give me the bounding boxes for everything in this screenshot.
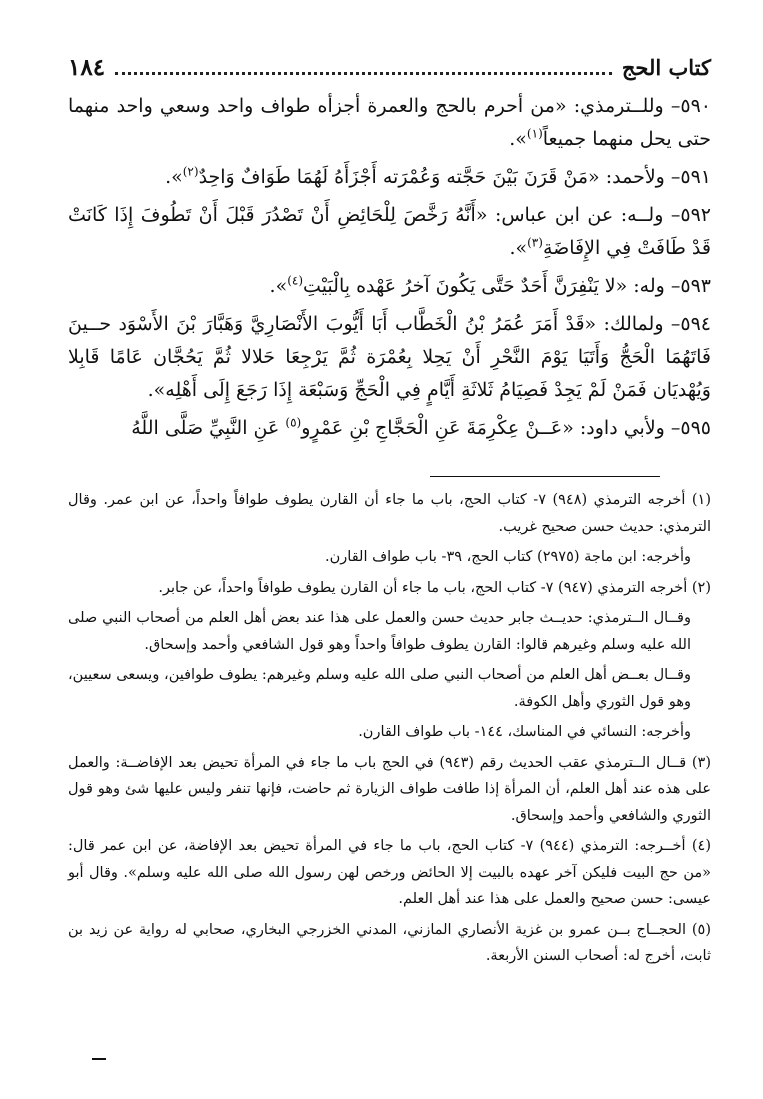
hadith-591	[68, 161, 711, 194]
chapter-title: كتاب الحج	[621, 54, 711, 80]
footnote-2: (٢) أخرجه الترمذي (٩٤٧) ٧- كتاب الحج، باب ما جاء أن القارن يطوف طوافاً واحداً، عن جابر.	[158, 579, 711, 596]
hadith-number: ٥٩٠	[680, 95, 711, 117]
hadith-tail: ».	[147, 379, 166, 401]
hadith-number: ٥٩٣	[680, 275, 711, 297]
footnote-ref: (٤)	[287, 273, 304, 288]
footnote-2-cont-a: وقــال الــترمذي: حديــث جابر حديث حسن والعمل على هذا عند بعض أهل العلم من أصحاب النبي صلى الله عليه وسلم وغيرهم قالوا: القارن يطوف طوافاً واحداً وهو قول الشافعي وأحمد وإسحاق.	[68, 610, 691, 653]
page-number: ١٨٤	[68, 53, 106, 81]
hadith-text: – ولــه: عن ابن عباس: «أَنَّهُ رَخَّصَ لِلْحَائِضِ أَنْ تَصْدُرَ قَبْلَ أَنْ تَطُوفَ إِذَا كَانَتْ قَدْ طَافَتْ فِي الإِفَاضَةِ	[68, 204, 711, 259]
hadith-number: ٥٩٥	[680, 417, 711, 439]
footnote-ref: (٣)	[527, 235, 543, 250]
footnote-separator	[430, 476, 660, 477]
footnote-4: (٤) أخــرجه: الترمذي (٩٤٤) ٧- كتاب الحج، باب ما جاء في المرأة تحيض بعد الإفاضة، عن ابن عمر قال: «من حج البيت فليكن آخر عهده بالبيت إلا الحائض ورخص لهن رسول الله صلى الله عليه وسلم». وقال أبو عيسى: حسن صحيح والعمل على هذا عند أهل العلم.	[68, 838, 711, 907]
hadith-number: ٥٩٤	[680, 313, 711, 335]
hadith-593	[68, 270, 711, 303]
hadith-text: – ولمالك: «قَدْ أَمَرَ عُمَرُ بْنُ الْخَطَّاب أَبَا أَيُّوبَ الأَنْصَارِيَّ وَهَبَّارَ بْنَ الأَسْوَد حــينَ فَاتَهُمَا الْحَجُّ وَأَتَيَا يَوْمَ النَّحْرِ أَنْ يَحِلا بِعُمْرَة ثُمَّ يَرْجِعَا حَلالا ثُمَّ يَحُجَّان عَامًا قَابِلا وَيُهْديَان فَمَنْ لَمْ يَجِدْ فَصِيَامُ ثَلاثَةِ أَيَّامٍ فِي الْحَجِّ وَسَبْعَة إِذَا رَجَعَ إِلَى أَهْلِه	[68, 313, 711, 401]
hadith-594	[68, 308, 711, 407]
footnote-2-cont-c: وأخرجه: النسائي في المناسك، ١٤٤- باب طواف القارن.	[358, 724, 691, 740]
footnote-ref: (٢)	[182, 164, 199, 179]
hadith-text: – ولأحمد: «مَنْ قَرَنَ بَيْنَ حَجَّته وَعُمْرَته أَجْزَأَهُ لَهُمَا طَوَافٌ وَاحِدٌ	[198, 166, 681, 188]
hadith-number: ٥٩١	[680, 166, 711, 188]
footnotes	[68, 487, 711, 974]
hadith-592	[68, 199, 711, 265]
footnote-1-cont: وأخرجه: ابن ماجة (٢٩٧٥) كتاب الحج، ٣٩- باب طواف القارن.	[325, 549, 691, 565]
footnote-ref: (٥)	[285, 415, 302, 430]
hadith-number: ٥٩٢	[680, 204, 711, 226]
footnote-5: (٥) الحجــاج بــن عمرو بن غزية الأنصاري المازني، المدني الخزرجي البخاري، صحابي له رواية عن زيد بن ثابت، أخرج له: أصحاب السنن الأربعة.	[68, 921, 711, 964]
footnote-ref: (١)	[526, 126, 543, 141]
footnote-3: (٣) قــال الــترمذي عقب الحديث رقم (٩٤٣) في الحج باب ما جاء في المرأة تحيض بعد الإفاضــة: والعمل على هذه عند أهل العلم، أن المرأة إذا طافت طواف الزيارة ثم حاضت، فإنها تنفر وليس عليها شئ وهو قول الثوري والشافعي وأحمد وإسحاق.	[68, 754, 711, 824]
hadith-590	[68, 90, 711, 156]
running-header	[68, 48, 711, 86]
hadith-text: – ولأبي داود: «عَــنْ عِكْرِمَةَ عَنِ الْحَجَّاجِ بْنِ عَمْرٍو	[301, 417, 681, 439]
hadith-tail: ».	[165, 166, 183, 188]
continuation-mark	[92, 1058, 106, 1060]
hadith-tail: ».	[509, 237, 528, 259]
hadith-595	[68, 412, 711, 445]
hadith-tail: ».	[509, 128, 527, 150]
leader-dots	[115, 72, 612, 75]
footnote-2-cont-b: وقــال بعــض أهل العلم من أصحاب النبي صلى الله عليه وسلم وغيرهم: يطوف طوافين، ويسعى سعيين، وهو قول الثوري وأهل الكوفة.	[68, 667, 691, 710]
main-text	[68, 90, 711, 450]
hadith-tail: ».	[269, 275, 288, 297]
footnote-1: (١) أخرجه الترمذي (٩٤٨) ٧- كتاب الحج، باب ما جاء أن القارن يطوف طوافاً واحداً، عن ابن عمر. وقال الترمذي: حديث حسن صحيح غريب.	[68, 492, 711, 535]
hadith-tail: عَنِ النَّبِيِّ صَلَّى اللَّهُ	[131, 417, 286, 439]
hadith-text: – وللــترمذي: «من أحرم بالحج والعمرة أجزأه طواف واحد وسعي واحد منهما حتى يحل منهما جميعاً	[68, 95, 711, 150]
hadith-text: – وله: «لا يَنْفِرَنَّ أَحَدٌ حَتَّى يَكُونَ آخرُ عَهْده بِالْبَيْتِ	[303, 275, 681, 297]
